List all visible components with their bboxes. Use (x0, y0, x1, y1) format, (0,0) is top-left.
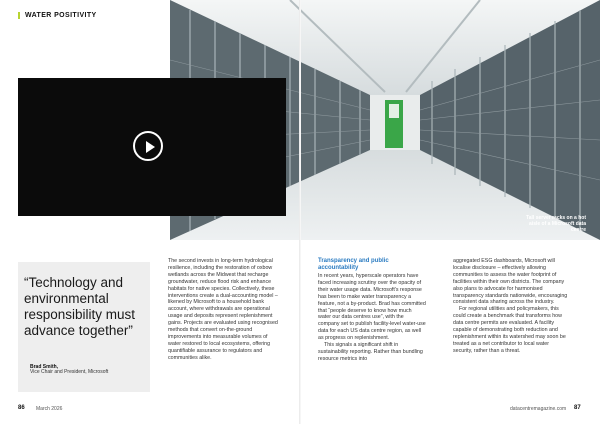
body-column-1 (168, 258, 278, 362)
subheading-transparency: Transparency and public accountability (318, 258, 389, 271)
quote-author-role: Vice Chair and President, Microsoft (30, 369, 109, 375)
body-paragraph: The second invests in long-term hydrological resilience, including the restoration of oxbow wetlands across the Midwest that recharge groundwater, reduce flood risk and enhance habitats for native species. Collectively, these interventions create a dual-accounting model – likened by Microsoft to a household bank account, where withdrawals are operational usage and deposits represent replenishment gains. Projects are evaluated using recognised methods that convert on-the-ground improvements into measurable volumes of water restored to local ecosystems, offering quantifiable assurance to regulators and communities alike. (168, 258, 278, 361)
page-gutter (299, 0, 301, 424)
photo-caption: Tall server racks on a hot aisle of a Microsoft data centre (526, 215, 586, 233)
page-number-right: 87 (574, 405, 581, 411)
quote-author-name: Brad Smith, (30, 364, 59, 370)
page-number-left: 86 (18, 405, 25, 411)
body-paragraph: aggregated ESG dashboards, Microsoft will localise disclosure – effectively allowing communities to assess the water footprint of facilities within their own districts. The company also plans to advocate for harmonised transparency standards nationwide, encouraging consistent data sharing across the industry. (453, 258, 568, 306)
play-icon[interactable] (133, 131, 163, 161)
body-paragraph: For regional utilities and policymakers, this could create a benchmark that transforms how data centre permits are evaluated. A facility capable of demonstrating both reduction and replenishment within its watershed may soon be treated as a net contributor to local water security, rather than a threat. (453, 306, 566, 354)
body-column-3 (453, 258, 569, 355)
pull-quote-text: “Technology and environmental responsibility must advance together” (24, 275, 136, 338)
body-column-2 (318, 273, 426, 363)
body-paragraph: This signals a significant shift in sustainability reporting. Rather than bundling resource metrics into (318, 342, 423, 362)
issue-date: March 2026 (36, 406, 63, 412)
magazine-website[interactable]: datacentremagazine.com (510, 406, 567, 412)
section-title: WATER POSITIVITY (18, 12, 97, 19)
body-paragraph: In recent years, hyperscale operators have faced increasing scrutiny over the opacity of their water usage data. Microsoft’s response has been to make water transparency a feature, not a by-product. Brad has committed that “people deserve to know how much water our data centres use”, with the company set to publish facility-level water-use data for each US data centre region, as well as progress on replenishment. (318, 273, 426, 342)
